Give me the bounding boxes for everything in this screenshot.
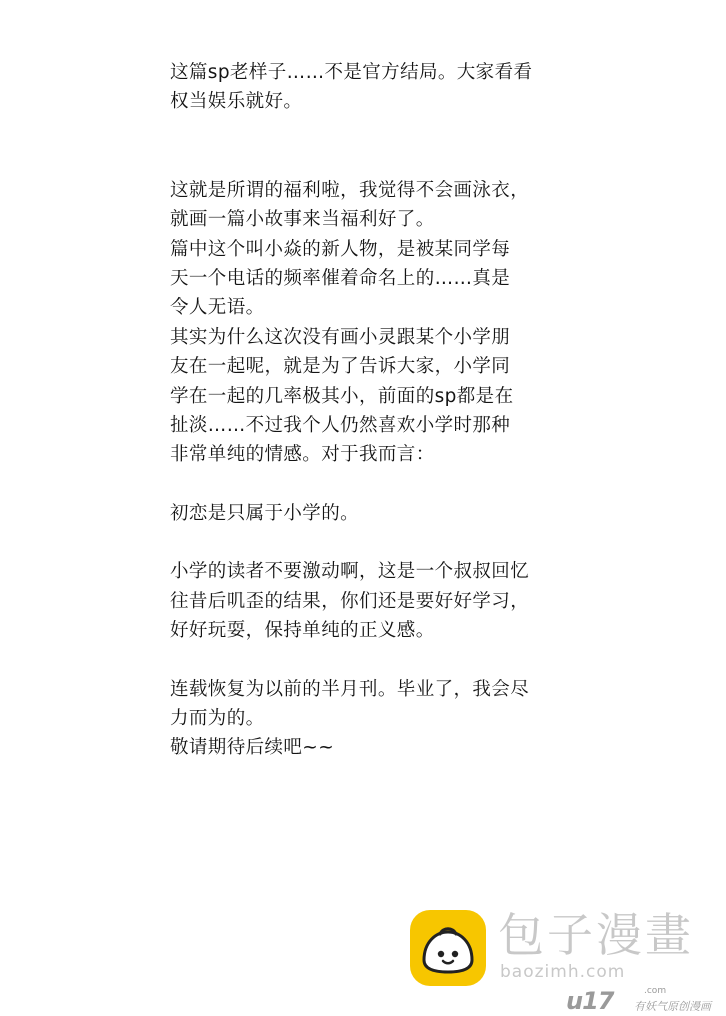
- paragraph-2: [170, 499, 590, 528]
- text-line: 敬请期待后续吧~~: [170, 737, 335, 759]
- text-line: 天一个电话的频率催着命名上的……真是: [170, 268, 511, 290]
- watermark-title: 包子漫畫: [498, 908, 694, 962]
- afterword-text: [170, 58, 590, 763]
- text-line: 学在一起的几率极其小，前面的sp都是在: [170, 385, 514, 407]
- baozimh-watermark: [410, 910, 710, 990]
- paragraph-4: [170, 675, 590, 763]
- text-line: 篇中这个叫小焱的新人物，是被某同学每: [170, 238, 511, 260]
- bun-mascot-icon: [410, 910, 486, 986]
- text-line: 其实为什么这次没有画小灵跟某个小学朋: [170, 326, 511, 348]
- text-line: 令人无语。: [170, 297, 265, 319]
- paragraph-1: [170, 176, 590, 470]
- text-line: 好好玩耍，保持单纯的正义感。: [170, 620, 435, 642]
- text-line: 这篇sp老样子……不是官方结局。大家看看: [170, 62, 533, 83]
- u17-slogan: 有妖气原创漫画: [634, 1000, 711, 1013]
- u17-domain: .com: [644, 986, 667, 996]
- text-line: 扯淡……不过我个人仍然喜欢小学时那种: [170, 415, 511, 437]
- text-line: 非常单纯的情感。对于我而言：: [170, 444, 435, 466]
- text-line: 往昔后叽歪的结果，你们还是要好好学习，: [170, 590, 530, 612]
- text-line: 小学的读者不要激动啊，这是一个叔叔回忆: [170, 561, 530, 583]
- text-line: 初恋是只属于小学的。: [170, 502, 360, 524]
- text-line: 连载恢复为以前的半月刊。毕业了，我会尽: [170, 678, 530, 700]
- text-line: 这就是所谓的福利啦，我觉得不会画泳衣，: [170, 179, 530, 201]
- u17-mark: u17: [566, 987, 614, 1015]
- text-line: 力而为的。: [170, 707, 265, 729]
- watermark-url: baozimh.com: [500, 962, 626, 982]
- u17-watermark: [566, 988, 726, 1014]
- intro-paragraph: [170, 58, 590, 117]
- paragraph-3: [170, 557, 590, 645]
- text-line: 就画一篇小故事来当福利好了。: [170, 209, 435, 231]
- text-line: 权当娱乐就好。: [170, 91, 303, 113]
- text-line: 友在一起呢，就是为了告诉大家，小学同: [170, 356, 511, 378]
